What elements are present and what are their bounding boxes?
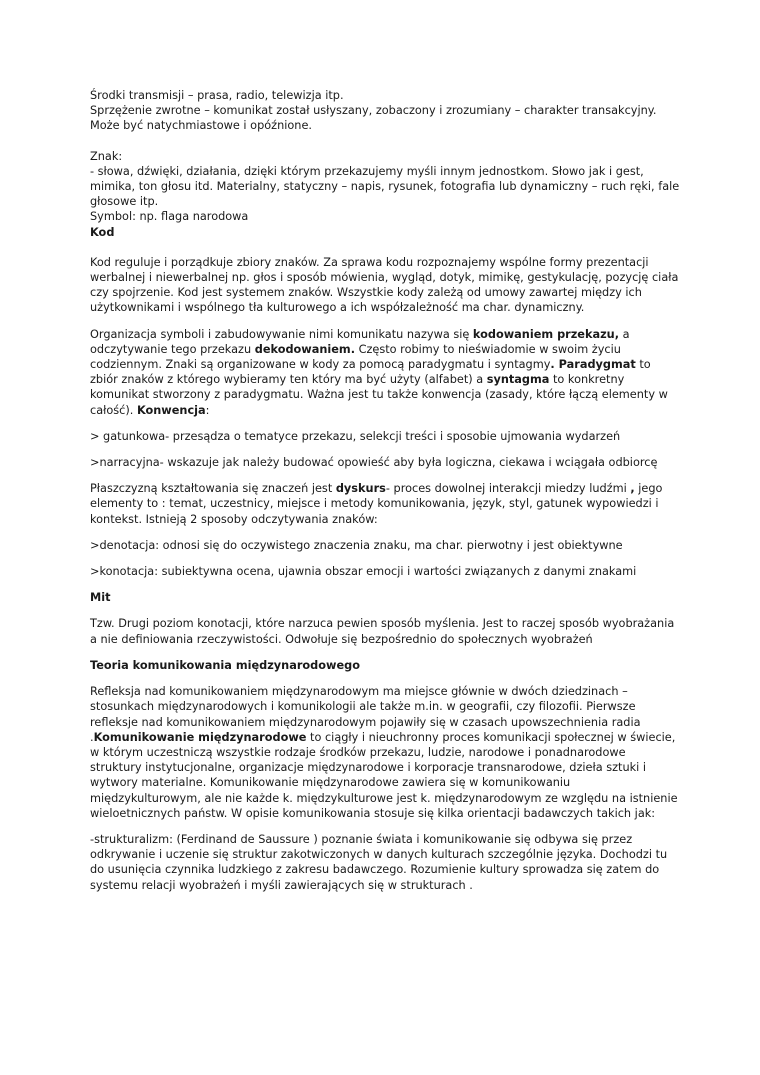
- paragraph-international-communication: [90, 684, 680, 821]
- paragraph-feedback: Sprzężenie zwrotne – komunikat został usłyszany, zobaczony i zrozumiany – charakter transakcyjny. Może być natychmiastowe i opóźnione.: [90, 104, 657, 133]
- bold-term-decoding: dekodowaniem.: [254, 342, 355, 356]
- bold-comma: ,: [630, 482, 635, 496]
- paragraph-sign-label: Znak:: [90, 149, 123, 163]
- paragraph-genre-convention: > gatunkowa- przesądza o tematyce przekazu, selekcji treści i sposobie ujmowania wydarzeń: [90, 429, 621, 443]
- bold-term-paradigm: . Paradygmat: [550, 358, 636, 372]
- text-run: Często robimy to nieświadomie w swoim życiu codziennym. Znaki są organizowane w kody za pomocą paradygmatu i syntagmy: [90, 342, 621, 372]
- paragraph-connotation: >konotacja: subiektywna ocena, ujawnia obszar emocji i wartości związanych z danymi znakami: [90, 565, 637, 579]
- text-run: Organizacja symboli i zabudowywanie nimi komunikatu nazywa się: [90, 327, 473, 341]
- text-run: Refleksja nad komunikowaniem międzynarodowym ma miejsce głównie w dwóch dziedzinach –stosunkach międzynarodowych i komunikologii ale także m.in. w geografii, czy filozofii. Pierwsze refleksje nad komunikowaniem międzynarodowym pojawiły się w czasach upowszechnienia radia .: [90, 685, 641, 744]
- paragraph-discourse: [90, 481, 680, 527]
- text-run: - proces dowolnej interakcji miedzy ludźmi: [385, 482, 631, 496]
- bold-term-convention: Konwencja: [136, 403, 206, 417]
- text-run: jego elementy to : temat, uczestnicy, miejsce i metody komunikowania, język, styl, gatunek wypowiedzi i kontekst. Istnieją 2 sposoby odczytywania znaków:: [90, 482, 663, 526]
- heading-mit: Mit: [90, 591, 111, 605]
- paragraph-sign-definition: - słowa, dźwięki, działania, dzięki którym przekazujemy myśli innym jednostkom. Słowo jak i gest, mimika, ton głosu itd. Materialny, statyczny – napis, rysunek, fotografia lub dynamiczny – ruch ręki, fale głosowe itp.: [90, 164, 680, 209]
- text-run: a odczytywanie tego przekazu: [90, 327, 630, 356]
- text-run: to ciągły i nieuchronny proces komunikacji społecznej w świecie, w którym uczestniczą wszystkie rodzaje środków przekazu, ludzie, narodowe i ponadnarodowe struktury instytucjonalne, organizacje międzynarodowe i korporacje transnarodowe, dzieła sztuki i wytwory materialne. Komunikowanie międzynarodowe zawiera się w komunikowaniu międzykulturowym, ale nie każde k. międzykulturowe jest k. międzynarodowym ze względu na istnienie wieloetnicznych państw. W opisie komunikowania stosuje się kilka orientacji badawczych takich jak:: [90, 730, 678, 820]
- paragraph-structuralism: -strukturalizm: (Ferdinand de Saussure ) poznanie świata i komunikowanie się odbywa się przez odkrywanie i uczenie się struktur zakotwiczonych w danych kulturach szczególnie języka. Dochodzi tu do usunięcia czynnika ludzkiego z zakresu badawczego. Rozumienie kultury sprowadza się zatem do systemu relacji wyobrażeń i myśli zawierających się w strukturach .: [90, 832, 668, 892]
- text-run: Płaszczyzną kształtowania się znaczeń jest: [90, 482, 336, 496]
- paragraph-symbol: Symbol: np. flaga narodowa: [90, 210, 249, 224]
- document-page: [90, 88, 680, 893]
- paragraph-encoding: [90, 327, 680, 418]
- bold-term-syntagm: syntagma: [486, 373, 550, 387]
- text-run: :: [205, 403, 210, 417]
- paragraph-narrative-convention: >narracyjna- wskazuje jak należy budować opowieść aby była logiczna, ciekawa i wciągała odbiorcę: [90, 456, 658, 470]
- heading-international-communication: Teoria komunikowania międzynarodowego: [90, 658, 360, 672]
- text-run: to zbiór znaków z którego wybieramy ten który ma być użyty (alfabet) a: [90, 358, 651, 387]
- text-run: to konkretny komunikat stworzony z paradygmatu. Ważna jest tu także konwencja (zasady, które łączą elementy w całość).: [90, 373, 668, 417]
- paragraph-code: Kod reguluje i porządkuje zbiory znaków. Za sprawa kodu rozpoznajemy wspólne formy prezentacji werbalnej i niewerbalnej np. głos i sposób mówienia, wygląd, dotyk, mimikę, gestykulację, pozycję ciała czy spojrzenie. Kod jest systemem znaków. Wszystkie kody zależą od umowy zawartej między ich użytkownikami i wspólnego tła kulturowego a ich współzależność ma char. dynamiczny.: [90, 255, 679, 315]
- paragraph-transmission-means: Środki transmisji – prasa, radio, telewizja itp.: [90, 89, 344, 102]
- bold-term-encoding: kodowaniem przekazu,: [472, 327, 620, 341]
- heading-kod: Kod: [90, 225, 115, 239]
- paragraph-myth: Tzw. Drugi poziom konotacji, które narzuca pewien sposób myślenia. Jest to raczej sposób wyobrażania a nie definiowania rzeczywistości. Odwołuje się bezpośrednio do społecznych wyobrażeń: [90, 617, 675, 646]
- paragraph-denotation: >denotacja: odnosi się do oczywistego znaczenia znaku, ma char. pierwotny i jest obiektywne: [90, 538, 623, 552]
- bold-term-international-communication: Komunikowanie międzynarodowe: [93, 730, 307, 744]
- bold-term-discourse: dyskurs: [335, 482, 386, 496]
